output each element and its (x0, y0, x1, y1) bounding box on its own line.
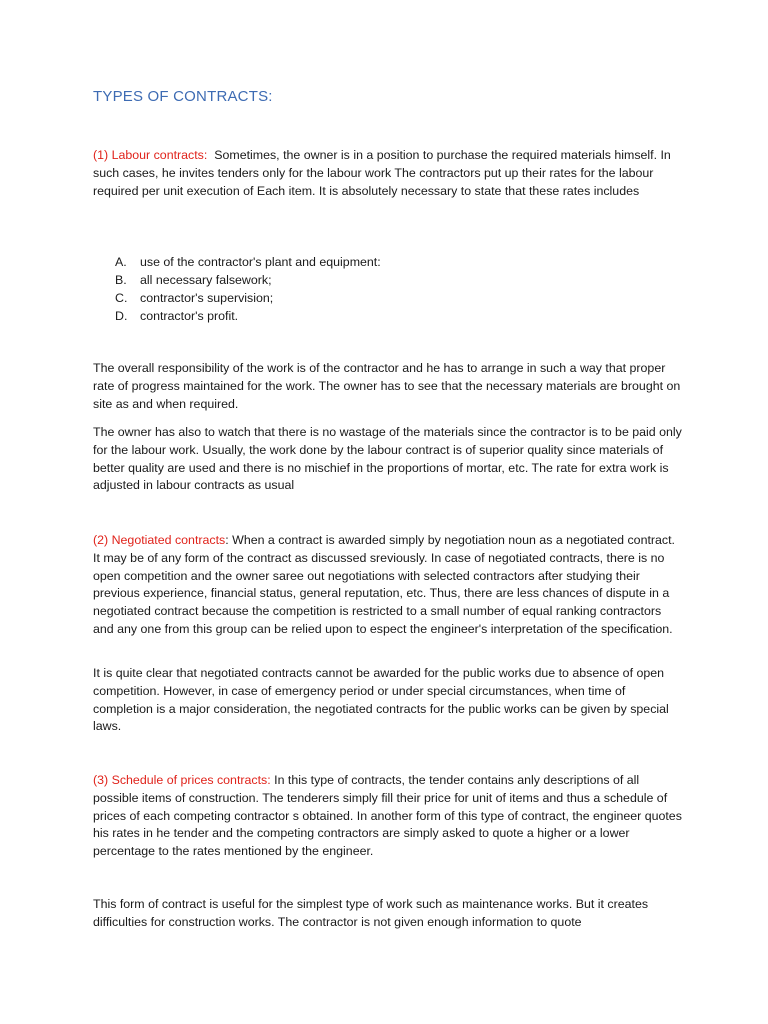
labour-contracts-intro-text: Sometimes, the owner is in a position to purchase the required materials himself. In such cases, he invites tenders only for the labour work The contractors put up their rates for the labour required per unit execution of Each item. It is absolutely necessary to state that these rates includes (93, 148, 675, 198)
list-item (115, 289, 381, 307)
list-marker: A. (115, 255, 127, 269)
list-item (115, 307, 381, 325)
labour-wastage-paragraph: The owner has also to watch that there is no wastage of the materials since the contractor is to be paid only for the labour work. Usually, the work done by the labour contract is of superior quality since materials of better quality are used and there is no mischief in the proportions of mortar, etc. The rate for extra work is adjusted in labour contracts as usual (93, 425, 682, 493)
negotiated-contracts-heading: (2) Negotiated contracts (93, 533, 226, 547)
list-item-text: all necessary falsework; (140, 273, 272, 287)
negotiated-contracts-intro (93, 532, 683, 639)
list-item (115, 271, 381, 289)
list-item-text: contractor's profit. (140, 309, 239, 323)
list-marker: B. (115, 273, 127, 287)
schedule-prices-intro-text: In this type of contracts, the tender contains anly descriptions of all possible items of construction. The tenderers simply fill their price for unit of items and thus a schedule of prices of each competing contractor s obtained. In another form of this type of contract, the engineer quotes his rates in he tender and the competing contractors are simply asked to quote a higher or a lower percentage to the rates mentioned by the engineer. (93, 773, 686, 859)
labour-contracts-intro (93, 147, 683, 200)
schedule-prices-intro (93, 772, 686, 861)
list-item-text: contractor's supervision; (140, 291, 274, 305)
schedule-prices-heading: (3) Schedule of prices contracts: (93, 773, 271, 787)
schedule-prices-usage-paragraph: This form of contract is useful for the simplest type of work such as maintenance works. But it creates difficulties for construction works. The contractor is not given enough information to quote (93, 897, 649, 929)
list-marker: C. (115, 291, 128, 305)
rates-include-list (115, 253, 381, 325)
document-title: TYPES OF CONTRACTS: (93, 88, 273, 105)
labour-responsibility-paragraph: The overall responsibility of the work is of the contractor and he has to arrange in such a way that proper rate of progress maintained for the work. The owner has to see that the necessary materials are brought on site as and when required. (93, 361, 681, 411)
list-marker: D. (115, 309, 128, 323)
list-item-text: use of the contractor's plant and equipment: (140, 255, 381, 269)
list-item (115, 253, 381, 271)
negotiated-public-works-paragraph: It is quite clear that negotiated contracts cannot be awarded for the public works due to absence of open competition. However, in case of emergency period or under special circumstances, when time of completion is a major consideration, the negotiated contracts for the public works can be given by special laws. (93, 666, 669, 734)
labour-contracts-heading: (1) Labour contracts: (93, 148, 208, 162)
negotiated-contracts-intro-text: : When a contract is awarded simply by negotiation noun as a negotiated contract. It may be of any form of the contract as discussed sreviously. In case of negotiated contracts, there is no open competition and the owner saree out negotiations with selected contractors after studying their previous experience, financial status, general reputation, etc. Thus, there are less chances of dispute in a negotiated contract because the competition is restricted to a small number of equal ranking contractors and any one from this group can be relied upon to espect the engineer's interpretation of the specification. (93, 533, 676, 636)
